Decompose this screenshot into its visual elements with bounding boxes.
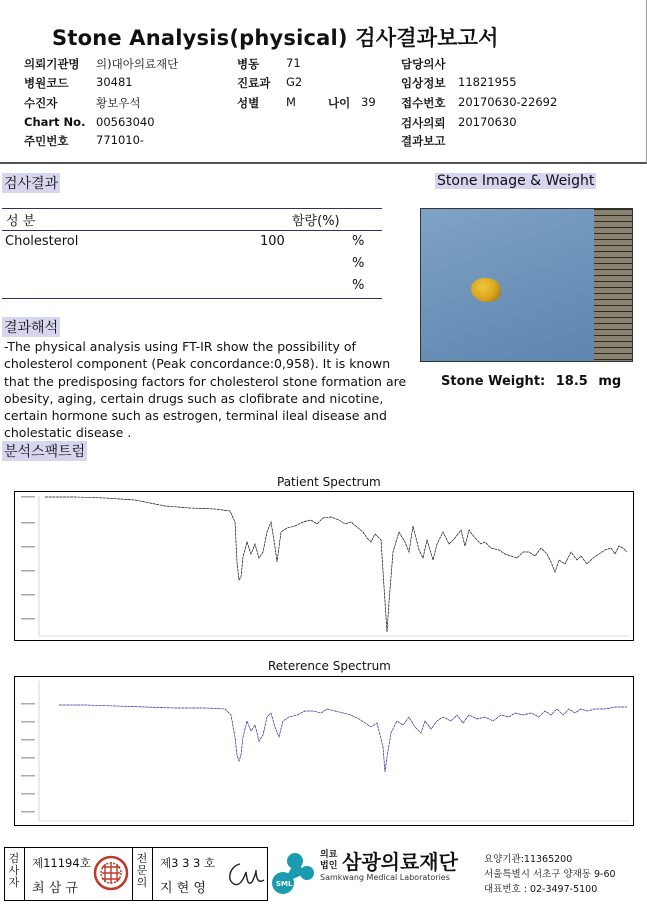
- reference-spectrum-title: Reterence Spectrum: [268, 659, 391, 673]
- stone-weight-label: Stone Weight:: [441, 374, 546, 389]
- patient-spectrum-box: [14, 491, 634, 641]
- component-header: 성 분: [6, 214, 36, 229]
- tester-name: 최 삼 규: [32, 881, 78, 896]
- specialist-name: 지 현 영: [160, 881, 206, 896]
- department-label: 진료과: [237, 76, 271, 90]
- sml-logo-icon: [271, 849, 317, 895]
- specialist-signature: [222, 858, 266, 892]
- rrn-label: 주민번호: [24, 134, 69, 148]
- patient-spectrum-plot: [15, 492, 633, 640]
- patient-spectrum-title: Patient Spectrum: [277, 475, 381, 489]
- org-english-name: Samkwang Medical Laboratories: [320, 873, 450, 882]
- result-row-1-value: 100: [260, 234, 285, 249]
- org-type-line1: 의료: [320, 850, 338, 860]
- sex-label: 성별: [237, 96, 260, 110]
- result-row-3-unit: %: [352, 278, 365, 293]
- institution-label: 의뢰기관명: [24, 57, 80, 71]
- sex-value: M: [286, 95, 296, 109]
- org-address: 서울특별시 서초구 양재동 9-60: [484, 869, 616, 880]
- age-label: 나이: [328, 96, 351, 110]
- stone-weight-unit: mg: [598, 374, 622, 389]
- reference-spectrum-plot: [15, 677, 633, 825]
- hospital-code-value: 30481: [96, 75, 133, 89]
- clinical-info-label: 임상정보: [401, 76, 446, 90]
- reference-spectrum-box: [14, 676, 634, 826]
- results-section-title: 검사결과: [2, 173, 60, 193]
- chart-no-value: 00563040: [96, 115, 155, 129]
- tester-label: [7, 853, 21, 889]
- results-top-rule: [2, 208, 382, 209]
- patient-value: 황보우석: [96, 96, 141, 110]
- org-code: 요양기관:11365200: [484, 854, 573, 865]
- spectrum-section-title: 분석스팩트럼: [2, 441, 87, 461]
- specialist-number: 제3 3 3 호: [160, 856, 216, 870]
- request-date-label: 검사의뢰: [401, 116, 446, 130]
- patient-label: 수진자: [24, 96, 58, 110]
- specialist-label-text: 전문의: [136, 852, 148, 889]
- clinical-info-value: 11821955: [458, 75, 517, 89]
- results-bottom-rule: [2, 298, 382, 299]
- result-row-2-unit: %: [352, 256, 365, 271]
- report-title: Stone Analysis(physical) 검사결과보고서: [52, 26, 499, 50]
- receipt-no-value: 20170630-22692: [458, 95, 558, 109]
- ward-label: 병동: [237, 57, 260, 71]
- chart-no-label: Chart No.: [24, 115, 86, 129]
- sml-logo-text: SML: [276, 880, 293, 888]
- tester-seal-stamp: [92, 854, 130, 892]
- ruler-scale: [594, 209, 632, 361]
- receipt-no-label: 접수번호: [401, 96, 446, 110]
- stone-weight-value: 18.5: [555, 374, 588, 389]
- interpretation-section-title: 결과해석: [2, 317, 60, 337]
- stone-specimen: [471, 278, 501, 302]
- age-value: 39: [361, 95, 376, 109]
- stone-section-title: Stone Image & Weight: [437, 173, 595, 189]
- result-row-1-unit: %: [352, 234, 365, 249]
- institution-value: 의)대아의료재단: [96, 57, 179, 71]
- org-type: [320, 850, 337, 872]
- org-type-line2: 법인: [320, 861, 338, 871]
- result-row-1-name: Cholesterol: [5, 234, 79, 249]
- hospital-code-label: 병원코드: [24, 76, 69, 90]
- stone-weight: [441, 374, 621, 389]
- org-name: 삼광의료재단: [342, 850, 458, 874]
- tester-number: 제11194호: [32, 856, 91, 870]
- results-header-rule: [2, 230, 382, 231]
- org-phone: 대표번호 : 02-3497-5100: [484, 884, 598, 895]
- interpretation-text: -The physical analysis using FT-IR show the possibility of cholesterol component (Peak concordance:0,958). It is known that the predisposing factors for cholesterol stone formation are obesity, aging, certain drugs such as clofibrate and nicotine, certain hormone such as estrogen, terminal ileal disease and cholestatic disease .: [4, 339, 407, 441]
- amount-header: 함량(%): [292, 214, 340, 229]
- request-date-value: 20170630: [458, 115, 517, 129]
- tester-label-text: 검사자: [8, 852, 20, 889]
- department-value: G2: [286, 75, 303, 89]
- specialist-label: [135, 853, 149, 889]
- stone-photo: [420, 208, 633, 362]
- rrn-value: 771010-: [96, 133, 145, 147]
- ward-value: 71: [286, 56, 301, 70]
- doctor-label: 담당의사: [401, 57, 446, 71]
- report-date-label: 결과보고: [401, 134, 446, 148]
